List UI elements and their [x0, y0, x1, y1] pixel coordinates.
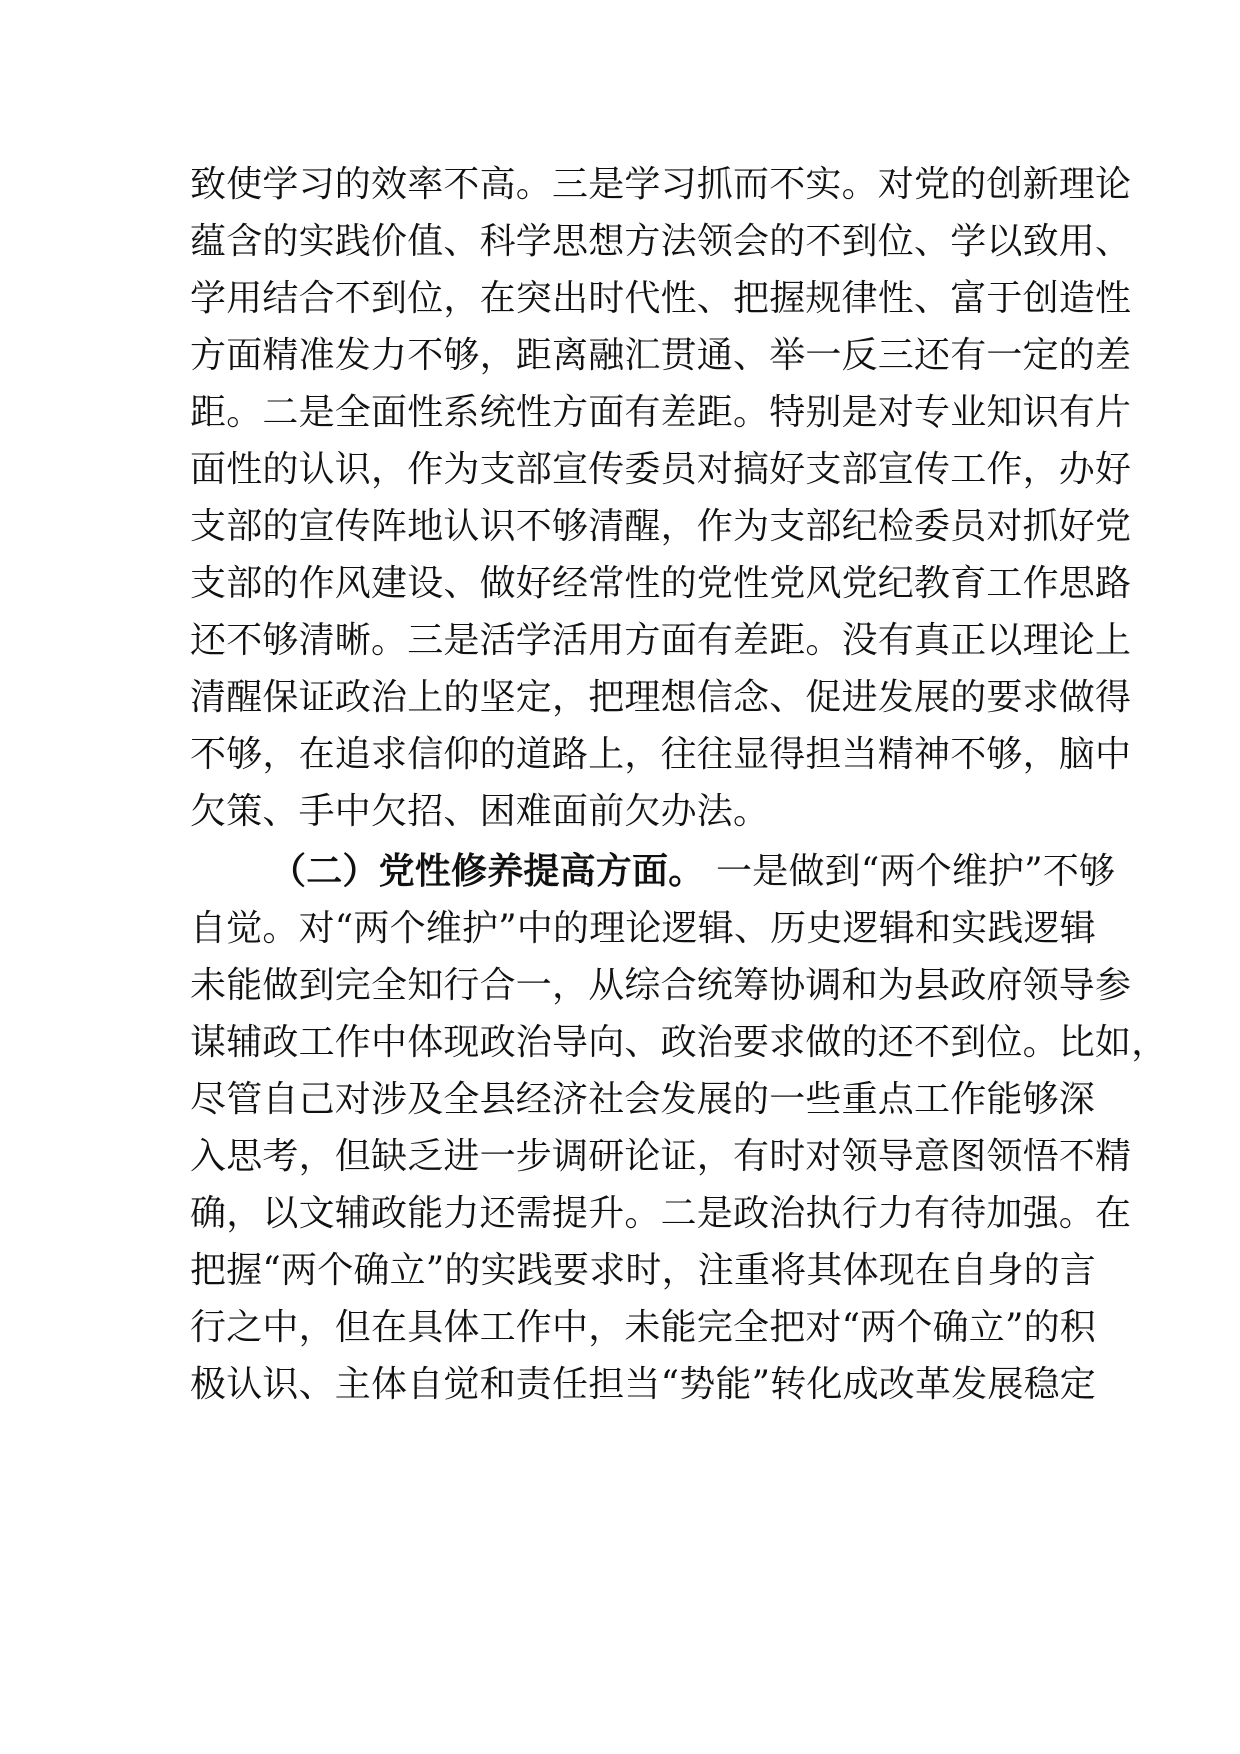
text-line: 极认识、主体自觉和责任担当“势能”转化成改革发展稳定 [190, 1364, 1097, 1405]
text-line: 还不够清晰。三是活学活用方面有差距。没有真正以理论上 [190, 620, 1132, 661]
text-line: 支部的作风建设、做好经常性的党性党风党纪教育工作思路 [190, 563, 1132, 604]
text-line: 入思考，但缺乏进一步调研论证，有时对领导意图领悟不精 [190, 1136, 1132, 1177]
text-line-rest: 一是做到“两个维护”不够 [704, 851, 1116, 892]
text-line: 清醒保证政治上的坚定，把理想信念、促进发展的要求做得 [190, 677, 1132, 718]
text-line: 尽管自己对涉及全县经济社会发展的一些重点工作能够深 [190, 1079, 1096, 1120]
text-line: 未能做到完全知行合一，从综合统筹协调和为县政府领导参 [190, 965, 1132, 1006]
text-line: 蕴含的实践价值、科学思想方法领会的不到位、学以致用、 [190, 221, 1132, 262]
text-line: 支部的宣传阵地认识不够清醒，作为支部纪检委员对抓好党 [190, 506, 1132, 547]
text-line: 谋辅政工作中体现政治导向、政治要求做的还不到位。比如， [190, 1022, 1168, 1063]
text-line: 自觉。对“两个维护”中的理论逻辑、历史逻辑和实践逻辑 [190, 908, 1097, 949]
text-line [190, 843, 1116, 900]
text-line: 把握“两个确立”的实践要求时，注重将其体现在自身的言 [190, 1250, 1097, 1291]
text-line: 确，以文辅政能力还需提升。二是政治执行力有待加强。在 [190, 1193, 1132, 1234]
paragraph-party-cultivation [190, 843, 1168, 1413]
text-line: 行之中，但在具体工作中，未能完全把对“两个确立”的积 [190, 1307, 1097, 1348]
text-line: 方面精准发力不够，距离融汇贯通、举一反三还有一定的差 [190, 335, 1132, 376]
text-line: 学用结合不到位，在突出时代性、把握规律性、富于创造性 [190, 278, 1132, 319]
text-line: 距。二是全面性系统性方面有差距。特别是对专业知识有片 [190, 392, 1132, 433]
paragraph-learning-gaps [190, 156, 1132, 840]
text-line: 不够，在追求信仰的道路上，往往显得担当精神不够，脑中 [190, 734, 1132, 775]
text-line: 欠策、手中欠招、困难面前欠办法。 [190, 791, 770, 832]
text-line: 致使学习的效率不高。三是学习抓而不实。对党的创新理论 [190, 164, 1132, 205]
text-line: 面性的认识，作为支部宣传委员对搞好支部宣传工作，办好 [190, 449, 1132, 490]
section-heading: （二）党性修养提高方面。 [270, 851, 705, 892]
